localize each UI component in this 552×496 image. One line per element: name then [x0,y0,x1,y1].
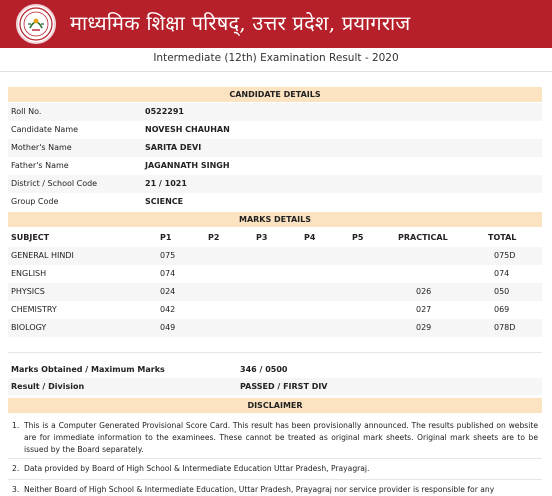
candidate-details-heading: CANDIDATE DETAILS [8,87,542,102]
candidate-row-mother [8,139,542,157]
disclaimer-text: Neither Board of High School & Intermediate Education, Uttar Pradesh, Prayagraj nor service provider is responsible for any [24,485,495,494]
p1-cell: 074 [160,269,176,278]
disclaimer-number: 1. [12,421,20,430]
field-label: District / School Code [11,179,98,188]
field-label: Mother's Name [11,143,72,152]
table-row [8,283,542,301]
divider [8,458,542,459]
table-row [8,319,542,337]
field-value: JAGANNATH SINGH [145,161,230,170]
candidate-row-name [8,121,542,139]
field-value: SCIENCE [145,197,184,206]
marks-obtained-row [8,361,542,378]
field-label: Candidate Name [11,125,79,134]
table-row [8,247,542,265]
subject-cell: BIOLOGY [11,323,47,332]
divider [8,352,542,353]
field-value: 0522291 [145,107,184,116]
field-value: SARITA DEVI [145,143,202,152]
disclaimer-text: This is a Computer Generated Provisional Score Card. This result has been provisionally announced. The results published on website are for immediate information to the examinees. These cannot be treated as original mark sheets. Original mark sheets are to be issued by the Board separately. [24,421,538,454]
practical-cell: 027 [416,305,432,314]
divider [8,479,542,480]
disclaimer-text: Data provided by Board of High School & Intermediate Education Uttar Pradesh, Prayagraj. [24,464,370,473]
site-header [0,0,552,48]
subject-cell: CHEMISTRY [11,305,57,314]
total-cell: 074 [494,269,510,278]
column-header-p3: P3 [256,233,268,242]
disclaimer-item [8,420,542,458]
column-header-p2: P2 [208,233,220,242]
column-header-total: TOTAL [488,233,517,242]
column-header-practical: PRACTICAL [398,233,448,242]
p1-cell: 024 [160,287,176,296]
exam-title: Intermediate (12th) Examination Result - 2020 [153,52,399,64]
marks-details-heading: MARKS DETAILS [8,212,542,227]
practical-cell: 029 [416,323,432,332]
total-cell: 075D [494,251,516,260]
p1-cell: 049 [160,323,176,332]
field-value: NOVESH CHAUHAN [145,125,230,134]
column-header-p1: P1 [160,233,172,242]
total-cell: 069 [494,305,510,314]
candidate-row-roll-no [8,103,542,121]
disclaimer-heading: DISCLAIMER [8,398,542,413]
candidate-row-group [8,193,542,211]
column-header-p4: P4 [304,233,316,242]
subject-cell: PHYSICS [11,287,45,296]
result-division-label: Result / Division [11,382,85,391]
board-emblem-icon [16,4,56,44]
subject-cell: ENGLISH [11,269,47,278]
column-header-p5: P5 [352,233,364,242]
field-value: 21 / 1021 [145,179,187,188]
field-label: Father's Name [11,161,69,170]
total-cell: 050 [494,287,510,296]
board-title: माध्यमिक शिक्षा परिषद्, उत्तर प्रदेश, प्रयागराज [70,11,411,35]
disclaimer-number: 2. [12,464,20,473]
field-label: Roll No. [11,107,42,116]
candidate-row-district [8,175,542,193]
marks-obtained-label: Marks Obtained / Maximum Marks [11,365,165,374]
marks-obtained-value: 346 / 0500 [240,365,288,374]
disclaimer-item [8,484,542,496]
p1-cell: 075 [160,251,176,260]
p1-cell: 042 [160,305,176,314]
disclaimer-number: 3. [12,485,20,494]
table-row [8,301,542,319]
field-label: Group Code [11,197,59,206]
subject-cell: GENERAL HINDI [11,251,74,260]
candidate-row-father [8,157,542,175]
table-row [8,265,542,283]
column-header-subject: SUBJECT [11,233,50,242]
result-division-row [8,378,542,395]
divider [0,71,552,72]
marks-table-header [8,229,542,247]
disclaimer-item [8,463,542,476]
result-division-value: PASSED / FIRST DIV [240,382,328,391]
practical-cell: 026 [416,287,432,296]
total-cell: 078D [494,323,516,332]
